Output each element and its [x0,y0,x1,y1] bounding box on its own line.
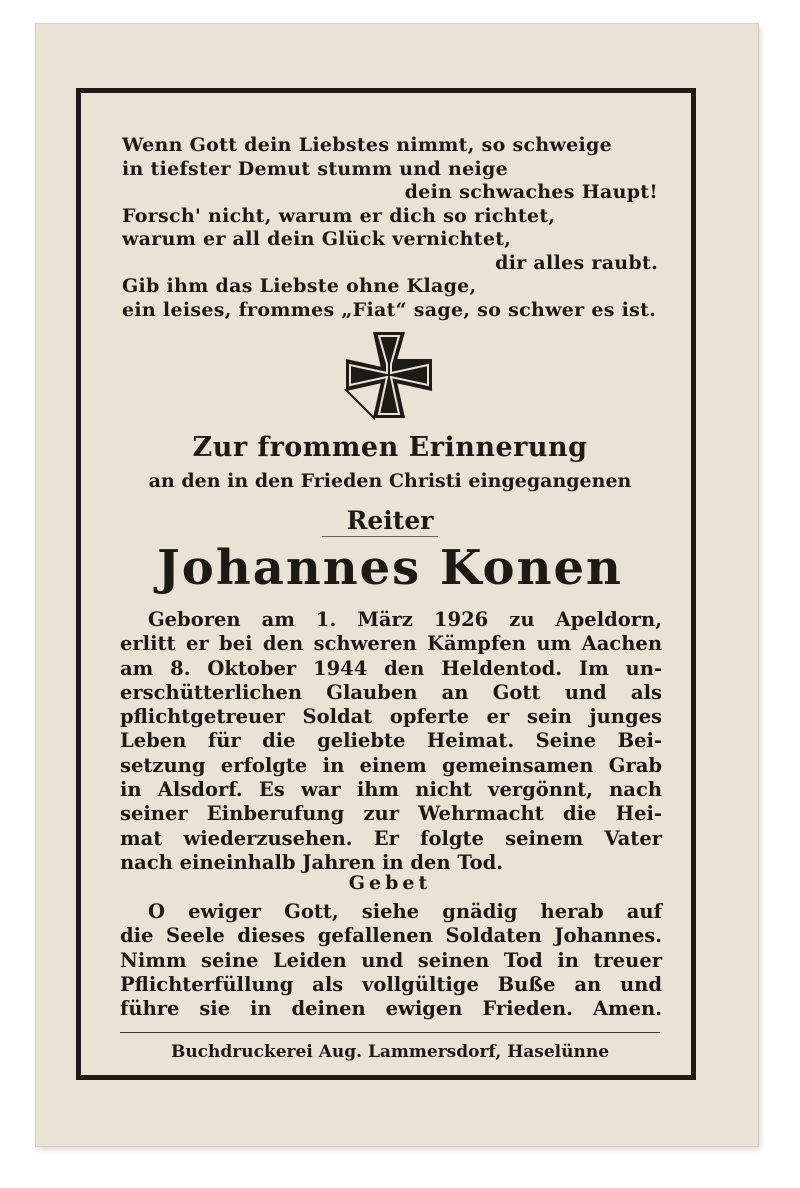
prayer-line: führe sie in deinen ewigen Frieden. Amen. [120,997,662,1021]
biography-line: am 8. Oktober 1944 den Heldentod. Im un- [120,656,662,680]
iron-cross-icon [344,330,434,420]
poem-line: dein schwaches Haupt! [404,181,658,203]
prayer-line: Nimm seine Leiden und seinen Tod in treuer [120,948,662,972]
biography-line: pflichtgetreuer Soldat opferte er sein junges [120,705,662,729]
prayer-line: O ewiger Gott, siehe gnädig herab auf [148,900,662,923]
printer-imprint: Buchdruckerei Aug. Lammersdorf, Haselünne [170,1042,610,1062]
poem-line: in tiefster Demut stumm und neige [122,157,508,180]
biography-line: in Alsdorf. Es war ihm nicht vergönnt, nach [120,778,662,802]
poem-line: ein leises, frommes „Fiat“ sage, so schwer es ist. [122,298,657,321]
poem-line: Gib ihm das Liebste ohne Klage, [122,275,477,297]
prayer-line: Pflichterfüllung als vollgültige Buße an und [120,972,662,996]
biography-line: mat wiederzusehen. Er folgte seinem Vater [120,826,662,850]
biography-line: erschütterlichen Glauben an Gott und als [120,680,662,704]
prayer [120,900,662,1021]
biography-line: Geboren am 1. März 1926 zu Apeldorn, [148,608,662,631]
poem-line: Wenn Gott dein Liebstes nimmt, so schweige [122,134,612,156]
poem-line: dir alles raubt. [495,251,658,274]
poem-line: warum er all dein Glück vernichtet, [122,228,512,250]
poem [122,134,658,322]
biography-line: nach eineinhalb Jahren in den Tod. [120,850,504,874]
biography-line: Leben für die geliebte Heimat. Seine Bei- [120,729,662,753]
biography-line: seiner Einberufung zur Wehrmacht die Hei- [120,802,662,826]
prayer-line: die Seele dieses gefallenen Soldaten Johannes. [120,924,662,948]
rank-title: Reiter [346,506,434,535]
heading-subline: an den in den Frieden Christi eingegangenen [148,470,632,492]
deceased-name: Johannes Konen [157,540,623,596]
biography-line: erlitt er bei den schweren Kämpfen um Aachen [120,632,662,656]
poem-line: Forsch' nicht, warum er dich so richtet, [122,204,556,227]
heading-remembrance: Zur frommen Erinnerung [192,432,588,463]
biography [120,608,662,875]
rank-underline [322,536,438,537]
biography-line: setzung erfolgte in einem gemeinsamen Grab [120,753,662,777]
printer-divider [120,1032,660,1033]
prayer-title: Gebet [348,872,432,894]
